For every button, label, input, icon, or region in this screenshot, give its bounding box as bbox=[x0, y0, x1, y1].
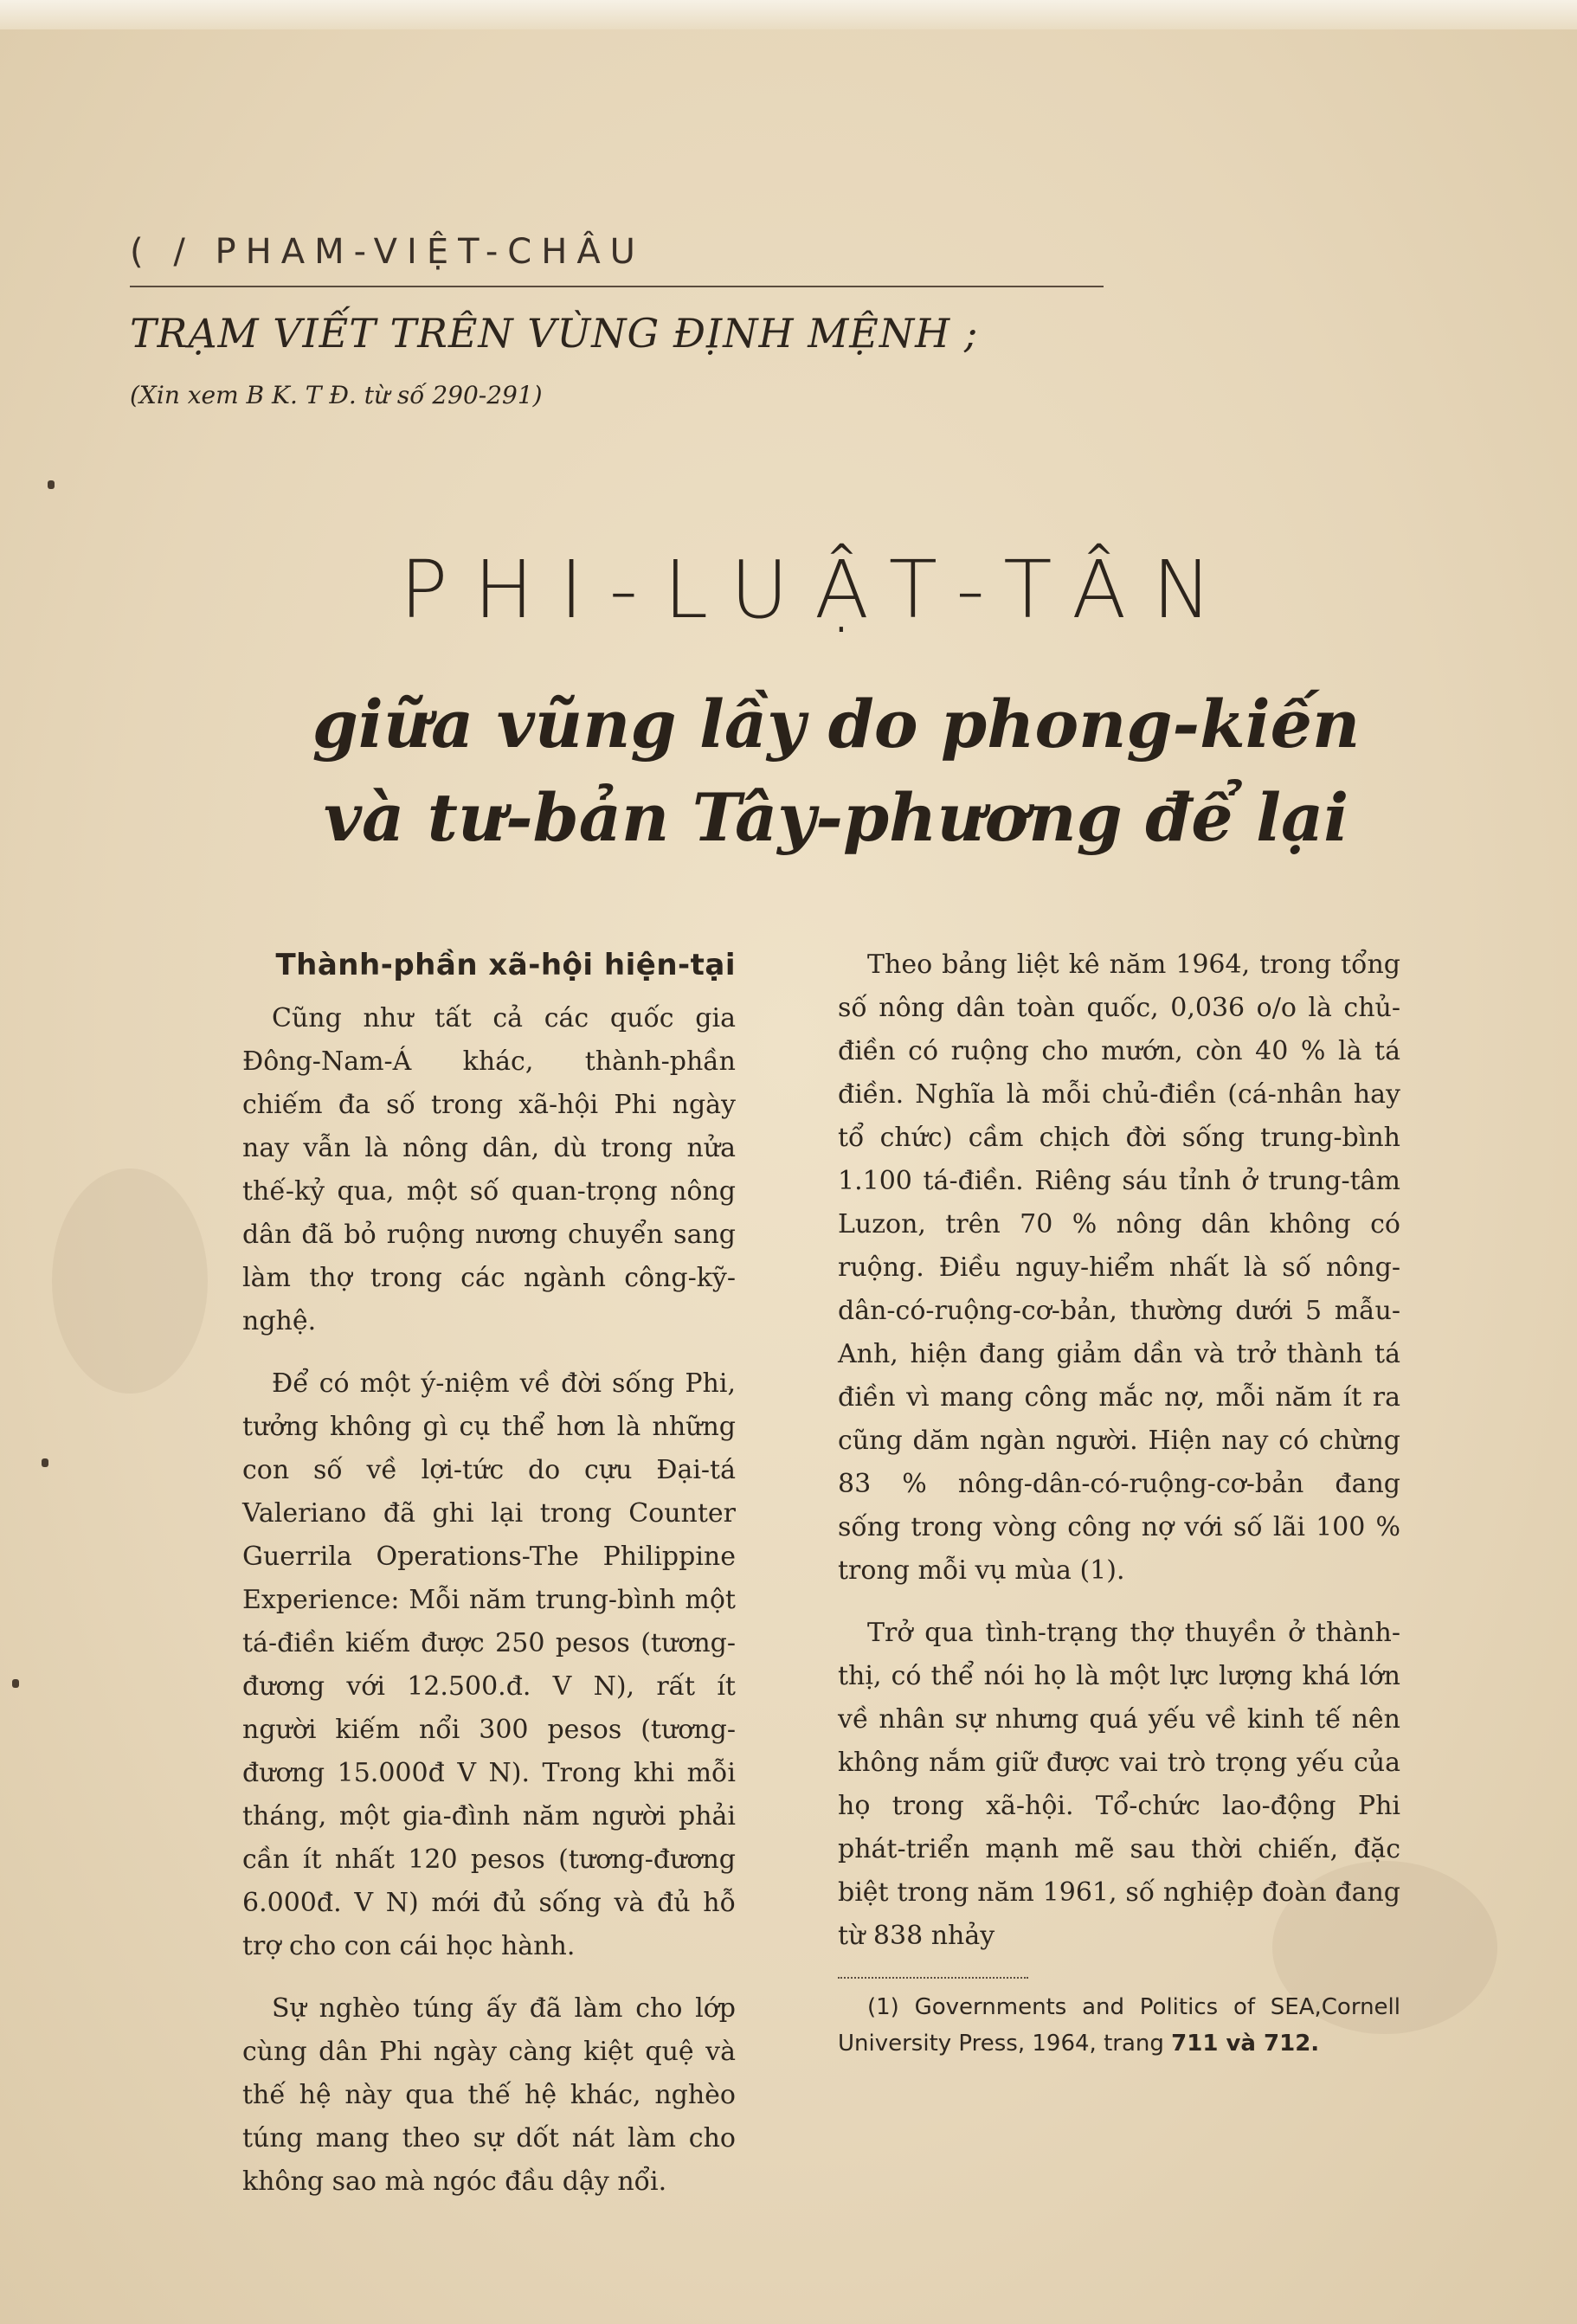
article-subtitle-line2: và tư-bản Tây-phương để lại bbox=[323, 779, 1349, 856]
author-byline: ( / PHAM-VIỆT-CHÂU bbox=[130, 232, 645, 272]
paragraph: Cũng như tất cả các quốc gia Đông-Nam-Á khác, thành-phần chiếm đa số trong xã-hội Phi ngày nay vẫn là nông dân, dù trong nửa thế-kỷ qua, một số quan-trọng nông dân đã bỏ ruộng nương chuyển sang làm thợ trong các ngành công-kỹ-nghệ. bbox=[242, 1003, 736, 1336]
header-rule bbox=[130, 286, 1104, 287]
section-heading: Thành-phần xã-hội hiện-tại bbox=[275, 948, 736, 982]
footnote-rule bbox=[838, 1977, 1028, 1979]
paper-stain bbox=[52, 1168, 208, 1394]
footnote-pages: 711 và 712. bbox=[1171, 2031, 1320, 2057]
footnote bbox=[838, 1989, 1400, 2062]
series-title: TRẠM VIẾT TRÊN VÙNG ĐỊNH MỆNH ; bbox=[130, 310, 979, 357]
left-column bbox=[242, 943, 736, 2223]
paragraph: Sự nghèo túng ấy đã làm cho lớp cùng dân Phi ngày càng kiệt quệ và thế hệ này qua thế hệ khác, nghèo túng mang theo sự dốt nát làm cho không sao mà ngóc đầu dậy nổi. bbox=[242, 1993, 736, 2197]
right-column bbox=[838, 943, 1400, 2081]
ink-speck bbox=[48, 480, 55, 489]
series-note: (Xin xem B K. T Đ. từ số 290-291) bbox=[130, 381, 543, 409]
page-top-edge bbox=[0, 0, 1577, 29]
ink-speck bbox=[42, 1458, 48, 1467]
ink-speck bbox=[12, 1679, 19, 1688]
footnote-text: (1) Governments and Politics of SEA,Cornell University Press, 1964, trang bbox=[838, 1994, 1400, 2057]
paragraph: Trở qua tình-trạng thợ thuyền ở thành-thị, có thể nói họ là một lực lượng khá lớn về nhân sự nhưng quá yếu về kinh tế nên không nắm giữ được vai trò trọng yếu của họ trong xã-hội. Tổ-chức lao-động Phi phát-triển mạnh mẽ sau thời chiến, đặc biệt trong năm 1961, số nghiệp đoàn đang từ 838 nhảy bbox=[838, 1618, 1400, 1951]
paragraph: Theo bảng liệt kê năm 1964, trong tổng số nông dân toàn quốc, 0,036 o/o là chủ-điền có ruộng cho mướn, còn 40 % là tá điền. Nghĩa là mỗi chủ-điền (cá-nhân hay tổ chức) cầm chịch đời sống trung-bình 1.100 tá-điền. Riêng sáu tỉnh ở trung-tâm Luzon, trên 70 % nông dân không có ruộng. Điều nguy-hiểm nhất là số nông-dân-có-ruộng-cơ-bản, thường dưới 5 mẫu-Anh, hiện đang giảm dần và trở thành tá điền vì mang công mắc nợ, mỗi năm ít ra cũng dăm ngàn người. Hiện nay có chừng 83 % nông-dân-có-ruộng-cơ-bản đang sống trong vòng công nợ với số lãi 100 % trong mỗi vụ mùa (1). bbox=[838, 950, 1400, 1586]
article-subtitle-line1: giữa vũng lầy do phong-kiến bbox=[312, 686, 1361, 763]
paragraph: Để có một ý-niệm về đời sống Phi, tưởng không gì cụ thể hơn là những con số về lợi-tức do cựu Đại-tá Valeriano đã ghi lại trong Counter Guerrila Operations-The Philippine Experience: Mỗi năm trung-bình một tá-điền kiếm được 250 pesos (tương-đương với 12.500.đ. V N), rất ít người kiếm nổi 300 pesos (tương-đương 15.000đ V N). Trong khi mỗi tháng, một gia-đình năm người phải cần ít nhất 120 pesos (tương-đương 6.000đ. V N) mới đủ sống và đủ hỗ trợ cho con cái học hành. bbox=[242, 1368, 736, 1961]
article-title: PHI-LUẬT-TÂN bbox=[399, 544, 1239, 636]
